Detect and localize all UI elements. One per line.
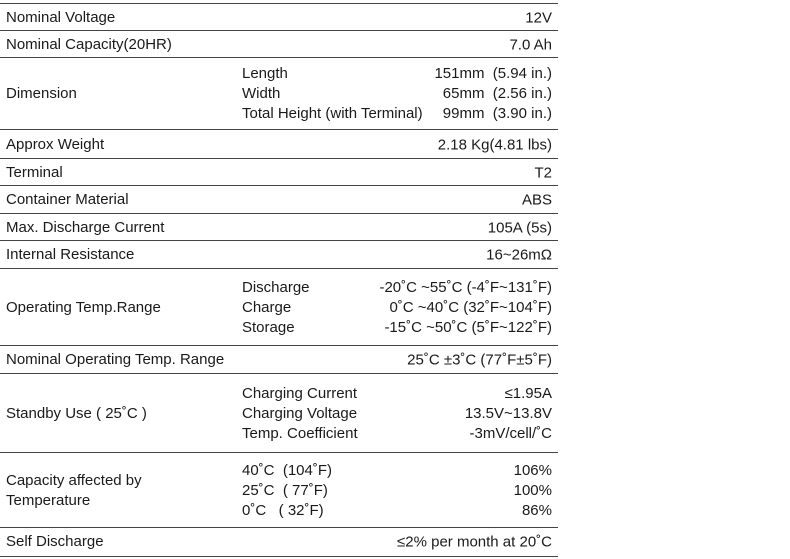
spec-sub-value: 99mm (3.90 in.) [442, 105, 552, 122]
spec-value: 2.18 Kg(4.81 lbs) [437, 136, 552, 153]
spec-sub-item [242, 481, 552, 501]
spec-label: Standby Use ( 25˚C ) [6, 404, 147, 422]
spec-label: Max. Discharge Current [6, 218, 165, 236]
spec-label: Operating Temp.Range [6, 298, 161, 316]
spec-sub-value: -3mV/cell/˚C [469, 424, 552, 442]
spec-sub-list [242, 64, 552, 124]
spec-sub-name: Discharge [242, 278, 310, 296]
spec-label: Nominal Operating Temp. Range [6, 351, 225, 368]
spec-row [0, 158, 558, 186]
spec-label: Container Material [6, 191, 129, 208]
spec-sub-value: 13.5V~13.8V [464, 404, 552, 422]
spec-label: Dimension [6, 85, 77, 102]
spec-label: Nominal Voltage [6, 8, 116, 26]
spec-sub-value: 106% [513, 461, 552, 479]
spec-sub-value: -20˚C ~55˚C (-4˚F~131˚F) [379, 278, 552, 296]
spec-label: Capacity affected by Temperature [6, 471, 142, 509]
spec-row [0, 452, 558, 528]
spec-sub-name: 40˚C (104˚F) [242, 461, 333, 479]
spec-row [0, 345, 558, 374]
spec-sub-name: Charge [242, 298, 292, 316]
spec-label: Nominal Capacity(20HR) [6, 35, 172, 53]
spec-row [0, 373, 558, 453]
spec-sub-item [242, 501, 552, 521]
spec-sub-item [242, 64, 552, 84]
spec-sub-name: Length [242, 65, 288, 82]
spec-sub-value: -15˚C ~50˚C (5˚F~122˚F) [384, 318, 552, 336]
spec-value: 105A (5s) [487, 219, 552, 236]
spec-sub-name: Charging Voltage [242, 404, 358, 422]
spec-value: T2 [534, 164, 552, 181]
spec-sub-name: Temp. Coefficient [242, 424, 358, 442]
spec-row [0, 129, 558, 159]
spec-sub-name: Total Height (with Terminal) [242, 105, 423, 122]
spec-sub-item [242, 404, 552, 424]
spec-sub-item [242, 298, 552, 318]
spec-row [0, 3, 558, 31]
spec-sub-item [242, 84, 552, 104]
spec-sub-list [242, 278, 552, 338]
spec-value: 7.0 Ah [509, 36, 552, 53]
spec-row [0, 57, 558, 130]
spec-sub-name: Charging Current [242, 384, 358, 402]
spec-sub-item [242, 318, 552, 338]
spec-value: 12V [525, 9, 552, 26]
spec-row [0, 527, 558, 557]
spec-sub-item [242, 278, 552, 298]
spec-sub-name: Width [242, 85, 281, 102]
spec-label: Terminal [6, 163, 63, 181]
spec-sub-name: 0˚C ( 32˚F) [242, 501, 324, 519]
spec-sub-list [242, 461, 552, 521]
spec-sub-item [242, 461, 552, 481]
spec-value: ABS [521, 191, 552, 209]
spec-sub-item [242, 384, 552, 404]
spec-sub-item [242, 104, 552, 124]
spec-sub-list [242, 384, 552, 444]
spec-sub-name: Storage [242, 318, 295, 336]
spec-sub-value: 86% [521, 501, 552, 519]
spec-label: Approx Weight [6, 135, 105, 153]
spec-sub-value: 0˚C ~40˚C (32˚F~104˚F) [389, 298, 552, 316]
spec-row [0, 240, 558, 269]
spec-sub-name: 25˚C ( 77˚F) [242, 481, 328, 499]
spec-value: 25˚C ±3˚C (77˚F±5˚F) [407, 351, 552, 369]
spec-row [0, 213, 558, 241]
spec-row [0, 30, 558, 58]
spec-sub-value: 100% [513, 481, 552, 499]
spec-label: Self Discharge [6, 533, 104, 550]
spec-value: ≤2% per month at 20˚C [397, 533, 552, 551]
spec-row [0, 268, 558, 346]
spec-row [0, 185, 558, 214]
spec-sub-value: ≤1.95A [504, 384, 552, 402]
spec-sub-value: 151mm (5.94 in.) [434, 65, 552, 82]
spec-sub-value: 65mm (2.56 in.) [442, 85, 552, 102]
spec-label: Internal Resistance [6, 246, 135, 263]
spec-sub-item [242, 424, 552, 444]
spec-value: 16~26mΩ [486, 246, 552, 264]
